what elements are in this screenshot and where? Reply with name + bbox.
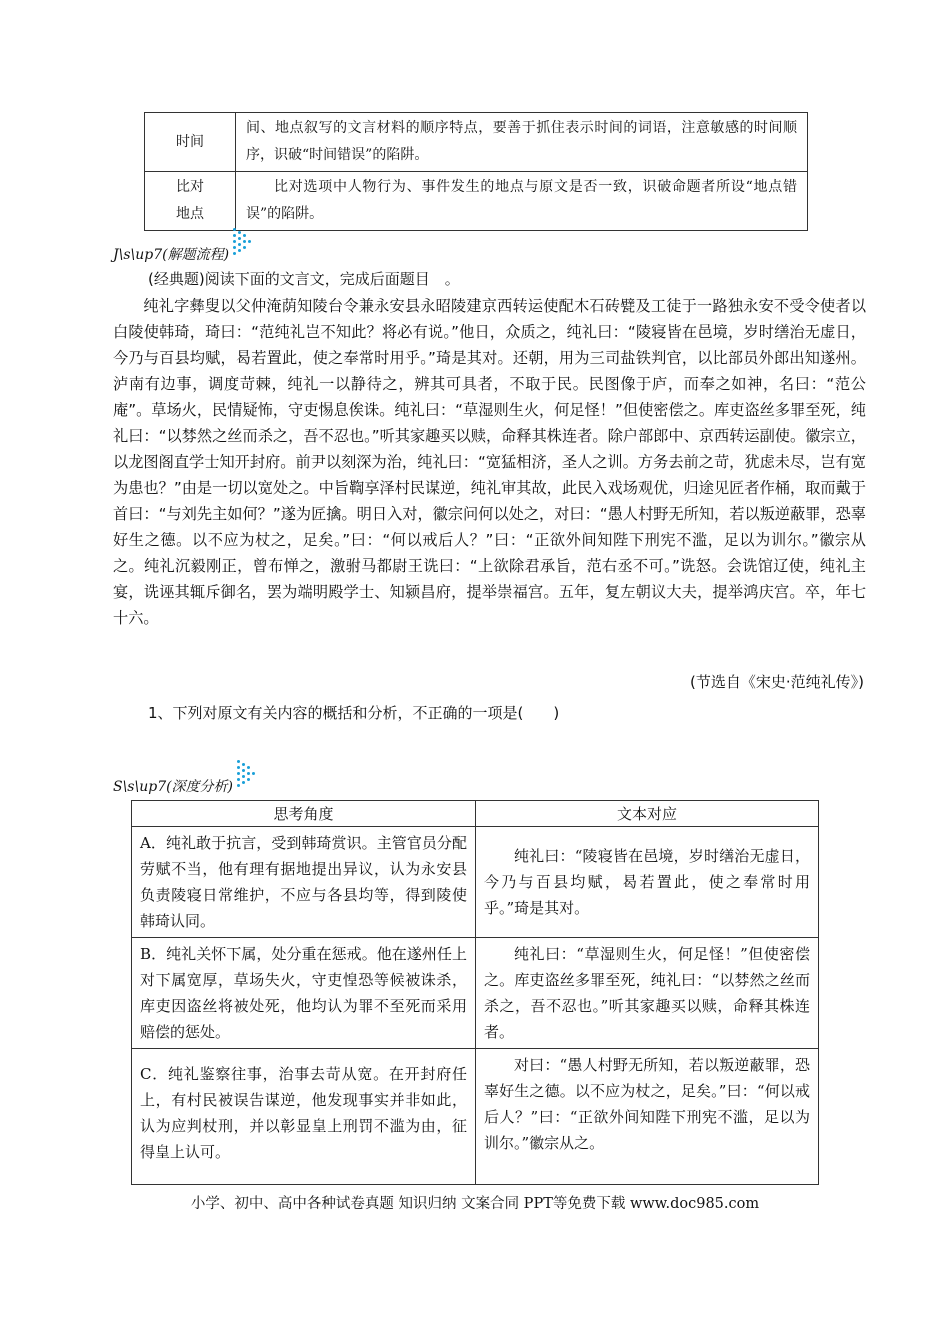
option-b: B．纯礼关怀下属，处分重在惩戒。他在遂州任上对下属宽厚，草场失火，守吏惶恐等候被诛杀，库吏因盗丝将被处死，他均认为罪不至死而采用赔偿的惩处。 [132,938,476,1049]
source-citation: (节选自《宋史·范纯礼传》) [690,673,864,691]
arrow-dots-icon [233,228,253,260]
top-table [144,112,808,231]
page-footer: 小学、初中、高中各种试卷真题 知识归纳 文案合同 PPT等免费下载 www.doc985.com [190,1196,760,1212]
table-row [145,172,808,231]
question-1: 1、下列对原文有关内容的概括和分析，不正确的一项是( ) [148,704,560,722]
section-marker-analysis [113,770,257,802]
option-c: C．纯礼鉴察往事，治事去苛从宽。在开封府任上，有村民被误告谋逆，他发现事实并非如此，认为应判杖刑，并以彰显皇上刑罚不滥为由，征得皇上认可。 [132,1049,476,1185]
analysis-table [131,800,819,1185]
row-value: 比对选项中人物行为、事件发生的地点与原文是否一致，识破命题者所设“地点错误”的陷阱。 [236,172,808,231]
row-key: 时间 [145,113,236,172]
option-a: A．纯礼敢于抗言，受到韩琦赏识。主管官员分配劳赋不当，他有理有据地提出异议，认为永安县负责陵寝日常维护，不应与各县均等，得到陵使韩琦认同。 [132,827,476,938]
arrow-dots-icon [237,760,257,792]
marker-label: S\s\up7(深度分析) [113,779,234,795]
row-key: 比对地点 [145,172,236,231]
table-header-row [132,801,819,827]
table-row [132,938,819,1049]
row-value: 间、地点叙写的文言材料的顺序特点，要善于抓住表示时间的词语，注意敏感的时间顺序，识破“时间错误”的陷阱。 [236,113,808,172]
option-b-text: 纯礼曰：“草湿则生火，何足怪！”但使密偿之。库吏盗丝多罪至死，纯礼曰：“以棼然之丝而杀之，吾不忍也。”听其家趣买以赎，命释其株连者。 [476,938,819,1049]
table-row [132,1049,819,1185]
intro-text: (经典题)阅读下面的文言文，完成后面题目 。 [148,270,460,288]
marker-label: J\s\up7(解题流程) [113,247,230,263]
classical-passage: 纯礼字彝叟以父仲淹荫知陵台令兼永安县永昭陵建京西转运使配木石砖甓及工徒于一路独永安不受令使者以白陵使韩琦，琦曰：“范纯礼岂不知此？将必有说。”他日，众质之，纯礼曰：“陵寝皆在邑境，岁时缮治无虚日，今乃与百县均赋，曷若置此，使之奉常时用乎。”琦是其对。还朝，用为三司盐铁判官，以比部员外郎出知遂州。泸南有边事，调度苛棘，纯礼一以静待之，辨其可具者，不取于民。民图像于庐，而奉之如神，名曰：“范公庵”。草场火，民情疑怖，守吏惕息俟诛。纯礼曰：“草湿则生火，何足怪！”但使密偿之。库吏盗丝多罪至死，纯礼曰：“以棼然之丝而杀之，吾不忍也。”听其家趣买以赎，命释其株连者。除户部郎中、京西转运副使。徽宗立，以龙图阁直学士知开封府。前尹以刻深为治，纯礼曰：“宽猛相济，圣人之训。方务去前之苛，犹虑未尽，岂有宽为患也？”由是一切以宽处之。中旨鞫享泽村民谋逆，纯礼审其故，此民入戏场观优，归途见匠者作桶，取而戴于首曰：“与刘先主如何？”遂为匠擒。明日入对，徽宗问何以处之，对曰：“愚人村野无所知，若以叛逆蔽罪，恐辜好生之德。以不应为杖之，足矣。”曰：“何以戒后人？”曰：“正欲外间知陛下刑宪不滥，足以为训尔。”徽宗从之。纯礼沉毅刚正，曾布惮之，激驸马都尉王诜曰：“上欲除君承旨，范右丞不可。”诜怒。会诜馆辽使，纯礼主宴，诜诬其辄斥御名，罢为端明殿学士、知颍昌府，提举崇福宫。五年，复左朝议大夫，提举鸿庆宫。卒，年七十六。 [113,297,866,627]
header-text: 文本对应 [476,801,819,827]
table-row [132,827,819,938]
table-row [145,113,808,172]
option-c-text: 对曰：“愚人村野无所知，若以叛逆蔽罪，恐辜好生之德。以不应为杖之，足矣。”曰：“何以戒后人？”曰：“正欲外间知陛下刑宪不滥，足以为训尔。”徽宗从之。 [476,1049,819,1185]
section-marker-process [113,238,253,270]
option-a-text: 纯礼曰：“陵寝皆在邑境，岁时缮治无虚日，今乃与百县均赋，曷若置此，使之奉常时用乎。”琦是其对。 [476,827,819,938]
header-angle: 思考角度 [132,801,476,827]
